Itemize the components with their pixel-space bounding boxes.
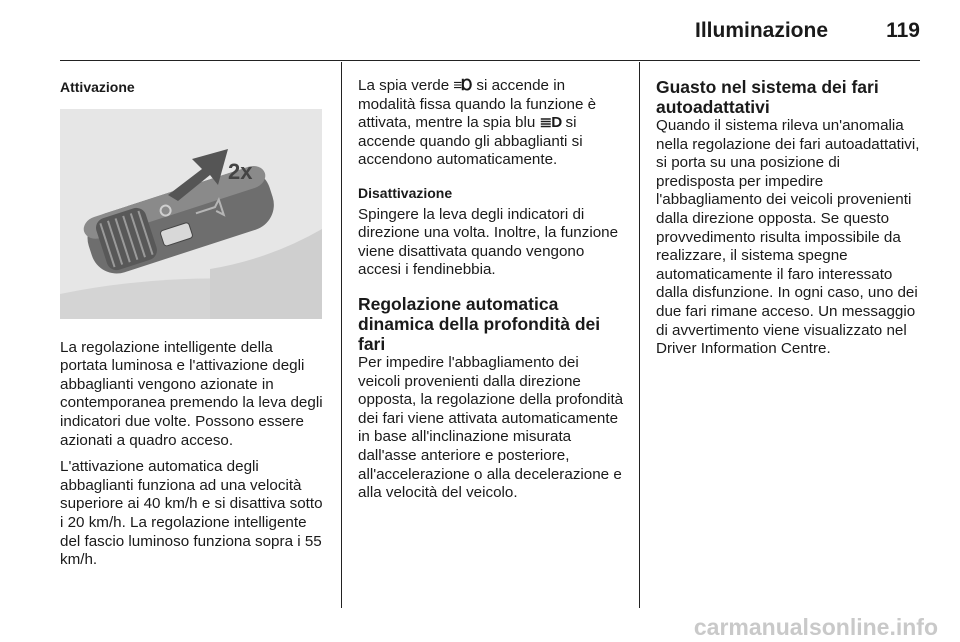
column-1 <box>60 78 324 578</box>
page-number: 119 <box>886 19 920 42</box>
high-beam-blue-icon: ≣D <box>539 114 562 132</box>
turn-signal-lever-drawing <box>60 109 322 319</box>
column-divider-1 <box>341 62 342 608</box>
column-divider-2 <box>639 62 640 608</box>
paragraph: L'attivazione automatica degli abbaglianti funziona ad una velocità superiore ai 40 km/h e si disattiva sotto i 20 km/h. La regolazione intelligente del fascio luminoso funziona sopra i 55 km/h. <box>60 458 323 569</box>
stalk-illustration <box>60 109 322 319</box>
paragraph-indicator-lights: La spia verde ≡Ɒ si accende in modalità fissa quando la funzione è attivata, mentre la spia blu ≣D si accende quando gli abbaglianti si accendono automaticamente. <box>358 77 597 169</box>
section-heading-regolazione: Regolazione automatica dinamica della profondità dei fari <box>358 293 601 354</box>
press-count-label: 2x <box>228 158 253 184</box>
column-3 <box>656 77 922 367</box>
paragraph: Per impedire l'abbagliamento dei veicoli provenienti dalla direzione opposta, la regolazione della profondità dei fari viene attivata automaticamente in base all'inclinazione misurata dall'asse anteriore e posteriore, all'accelerazione o alla decelerazione e alla velocità del veicolo. <box>358 353 624 502</box>
header-divider <box>60 60 920 61</box>
paragraph: La regolazione intelligente della portata luminosa e l'attivazione degli abbaglianti vengono azionate in contemporanea premendo la leva degli indicatori due volte. Possono essere azionati a quadro acceso. <box>60 338 323 449</box>
section-heading-guasto: Guasto nel sistema dei fari autoadattativi <box>656 77 879 117</box>
watermark: carmanualsonline.info <box>693 614 938 640</box>
page-header <box>60 0 920 58</box>
paragraph: Spingere la leva degli indicatori di direzione una volta. Inoltre, la funzione viene disattivata quando vengono accesi i fendinebbia. <box>358 205 619 279</box>
chapter-title: Illuminazione <box>694 19 828 42</box>
column-2 <box>358 77 624 511</box>
section-heading-attivazione: Attivazione <box>60 79 135 95</box>
section-heading-disattivazione: Disattivazione <box>358 184 453 201</box>
auto-light-green-icon: ≡Ɒ <box>453 77 473 94</box>
paragraph: Quando il sistema rileva un'anomalia nella regolazione dei fari autoadattativi, si porta su una posizione di predisposta per impedire l'abbagliamento dei veicoli provenienti dalla direzione opposta. Se questo provvedimento risulta impossibile da realizzare, il sistema spegne automaticamente il faro interessato dalla disfunzione. In ogni caso, uno dei due fari rimane acceso. Un messaggio di avvertimento viene visualizzato nel Driver Information Centre. <box>656 117 920 358</box>
